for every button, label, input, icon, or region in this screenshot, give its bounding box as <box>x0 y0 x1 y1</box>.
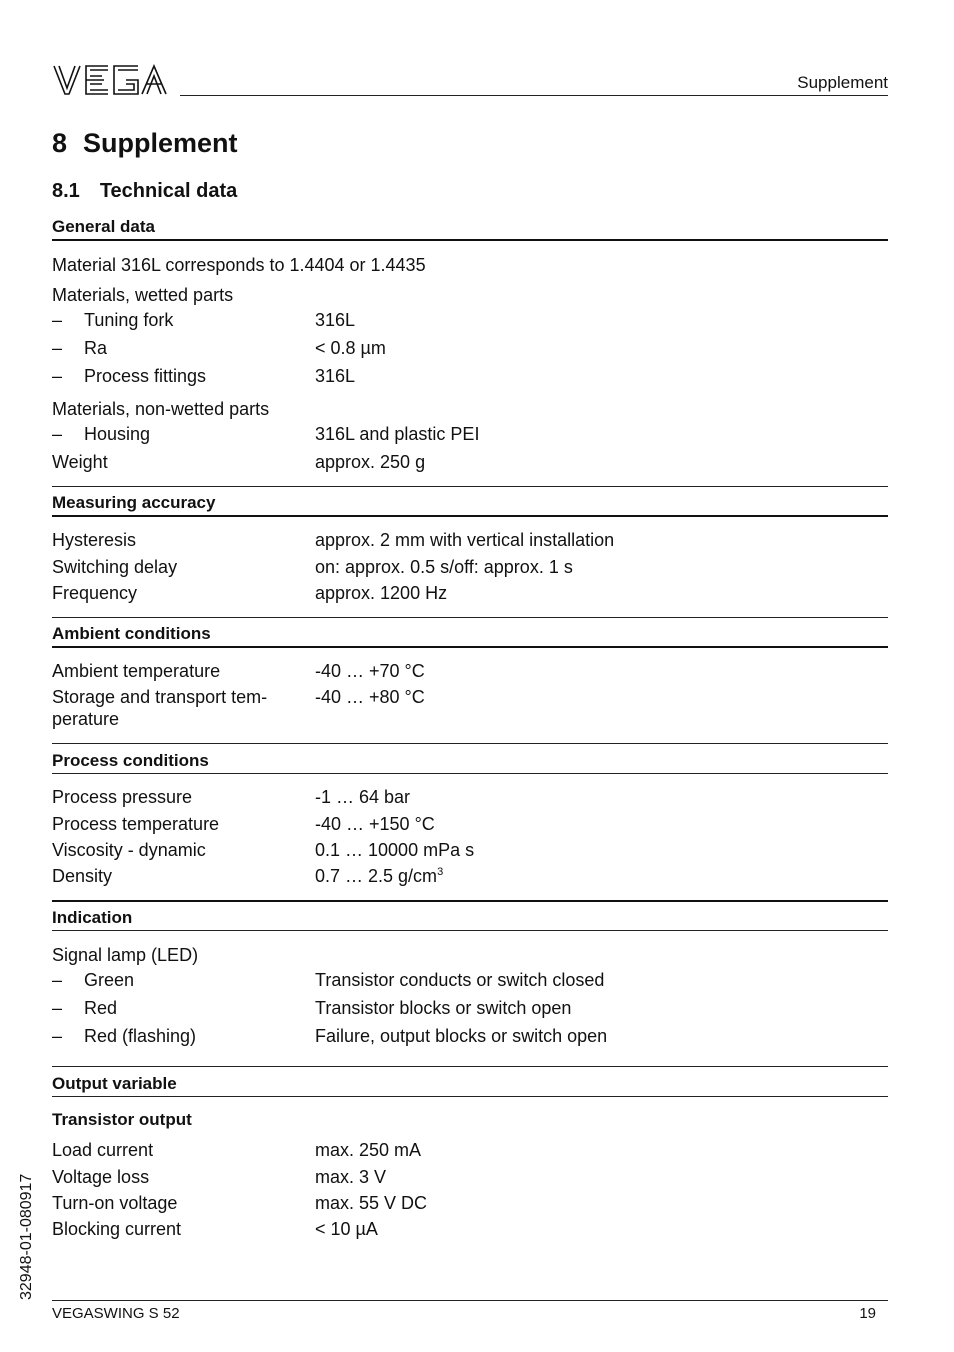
red-label: Red <box>84 998 118 1018</box>
section-heading: 8.1 Technical data <box>52 180 238 202</box>
rule <box>52 743 888 744</box>
rule <box>52 239 888 241</box>
green-label: Green <box>84 970 135 990</box>
load-current-label: Load current <box>52 1140 154 1160</box>
rule <box>52 646 888 648</box>
rule <box>52 515 888 517</box>
ambient-temp-value: -40 … +70 °C <box>315 661 425 681</box>
density-value: 0.7 … 2.5 $g/cm^3$ <box>315 866 444 886</box>
header-section: Supplement <box>797 73 888 92</box>
list-dash: – <box>52 310 63 330</box>
tuning-fork-value: 316L <box>315 310 356 330</box>
pressure-label: Process pressure <box>52 787 193 807</box>
process-temp-label: Process temperature <box>52 814 220 834</box>
ambient-title: Ambient conditions <box>52 624 211 643</box>
blocking-current-value: < 10 µA <box>315 1219 378 1239</box>
list-dash: – <box>52 998 63 1018</box>
viscosity-label: Viscosity - dynamic <box>52 840 206 860</box>
storage-temp-label: Storage and transport tem- <box>52 687 268 707</box>
list-dash: – <box>52 366 63 386</box>
hysteresis-label: Hysteresis <box>52 530 137 550</box>
delay-label: Switching delay <box>52 557 178 577</box>
process-temp-value: -40 … +150 °C <box>315 814 435 834</box>
housing-label: Housing <box>84 424 151 444</box>
tuning-fork-label: Tuning fork <box>84 310 174 330</box>
output-title: Output variable <box>52 1074 177 1093</box>
document-code: 32948-01-080917 <box>18 1173 35 1300</box>
page-number: 19 <box>859 1305 876 1322</box>
material-note: Material 316L corresponds to 1.4404 or 1.4435 <box>52 255 426 275</box>
red-flashing-label: Red (flashing) <box>84 1026 197 1046</box>
rule <box>52 1066 888 1067</box>
rule <box>52 617 888 618</box>
list-dash: – <box>52 970 63 990</box>
indication-title: Indication <box>52 908 133 927</box>
storage-temp-value: -40 … +80 °C <box>315 687 425 707</box>
hysteresis-value: approx. 2 mm with vertical installation <box>315 530 615 550</box>
process-title: Process conditions <box>52 751 209 770</box>
weight-label: Weight <box>52 452 108 472</box>
viscosity-value: 0.1 … 10000 mPa s <box>315 840 475 860</box>
red-flashing-value: Failure, output blocks or switch open <box>315 1026 608 1046</box>
signal-lamp-label: Signal lamp (LED) <box>52 945 199 965</box>
list-dash: – <box>52 424 63 444</box>
delay-value: on: approx. 0.5 s/off: approx. 1 s <box>315 557 573 577</box>
fittings-label: Process fittings <box>84 366 207 386</box>
blocking-current-label: Blocking current <box>52 1219 182 1239</box>
vega-logo <box>52 64 168 96</box>
load-current-value: max. 250 mA <box>315 1140 422 1160</box>
chapter-heading: 8 Supplement <box>52 128 238 158</box>
footer-rule <box>52 1300 888 1301</box>
ambient-temp-label: Ambient temperature <box>52 661 221 681</box>
frequency-label: Frequency <box>52 583 138 603</box>
ra-label: Ra <box>84 338 108 358</box>
green-value: Transistor conducts or switch closed <box>315 970 605 990</box>
housing-value: 316L and plastic PEI <box>315 424 480 444</box>
turnon-voltage-value: max. 55 V DC <box>315 1193 428 1213</box>
ra-value: < 0.8 µm <box>315 338 386 358</box>
wetted-parts-title: Materials, wetted parts <box>52 285 234 305</box>
header-rule <box>180 95 888 96</box>
frequency-value: approx. 1200 Hz <box>315 583 448 603</box>
voltage-loss-label: Voltage loss <box>52 1167 150 1187</box>
rule <box>52 900 888 902</box>
pressure-value: -1 … 64 bar <box>315 787 411 807</box>
storage-temp-label-cont: perature <box>52 709 120 729</box>
general-data-title: General data <box>52 217 155 236</box>
list-dash: – <box>52 338 63 358</box>
nonwetted-parts-title: Materials, non-wetted parts <box>52 399 270 419</box>
red-value: Transistor blocks or switch open <box>315 998 572 1018</box>
transistor-output-title: Transistor output <box>52 1110 192 1129</box>
voltage-loss-value: max. 3 V <box>315 1167 387 1187</box>
fittings-value: 316L <box>315 366 356 386</box>
turnon-voltage-label: Turn-on voltage <box>52 1193 178 1213</box>
rule <box>52 1096 888 1097</box>
list-dash: – <box>52 1026 63 1046</box>
footer-product: VEGASWING S 52 <box>52 1305 180 1322</box>
rule <box>52 773 888 774</box>
rule <box>52 486 888 487</box>
density-label: Density <box>52 866 113 886</box>
weight-value: approx. 250 g <box>315 452 426 472</box>
accuracy-title: Measuring accuracy <box>52 493 216 512</box>
rule <box>52 930 888 931</box>
